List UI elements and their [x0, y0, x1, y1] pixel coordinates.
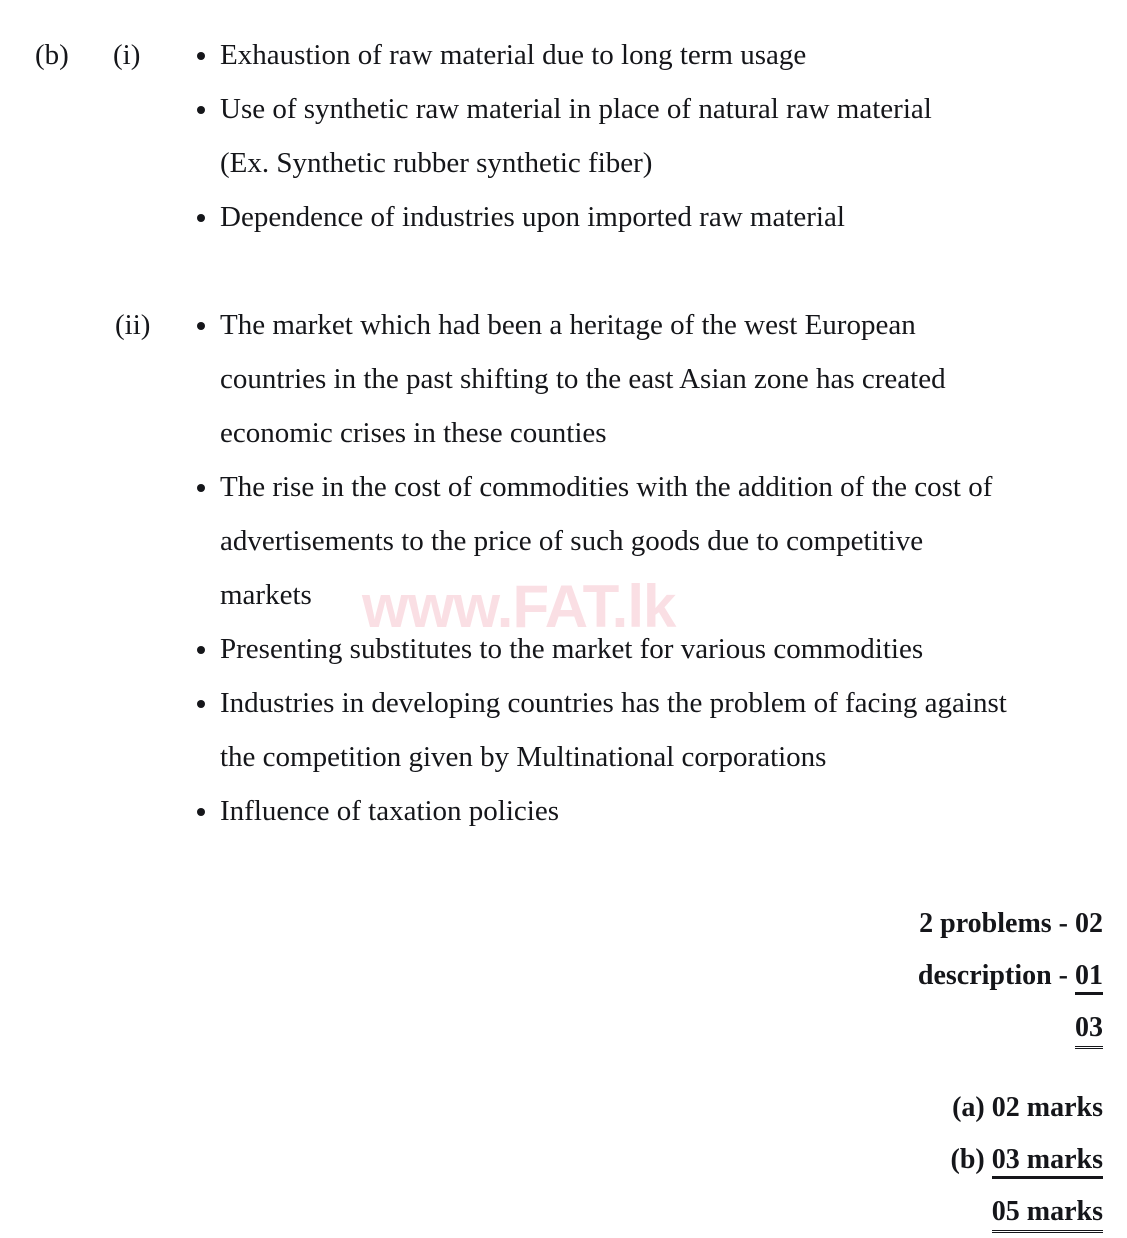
list-item [194, 28, 1069, 82]
marks-panel [683, 898, 1103, 1238]
list-item-line: Influence of taxation policies [220, 795, 560, 827]
roman-label-ii: (ii) [115, 309, 151, 341]
roman-label-i: (i) [113, 39, 141, 71]
marks-label: 2 problems - [919, 908, 1075, 939]
list-item-line-cont: countries in the past shifting to the east Asian zone has created [220, 363, 946, 395]
marks-spacer [683, 1054, 1103, 1082]
list-item [194, 190, 1069, 244]
list-item [194, 784, 1069, 838]
list-item [194, 676, 1069, 784]
marks-value: 03 [1075, 1013, 1103, 1049]
question-block-b-i [0, 28, 1069, 244]
answer-list-b-i [194, 28, 1069, 244]
marks-value: 05 marks [992, 1197, 1103, 1233]
marks-row-total-b [683, 1134, 1103, 1186]
site-watermark: www.FAT.lk [362, 573, 676, 640]
list-item-line-cont: (Ex. Synthetic rubber synthetic fiber) [220, 147, 653, 179]
list-item [194, 82, 1069, 190]
answer-list-b-ii [194, 298, 1069, 838]
list-item-line: The rise in the cost of commodities with the addition of the cost of [220, 471, 993, 503]
marks-row-total-a [683, 1082, 1103, 1134]
list-item-line-cont: the competition given by Multinational corporations [220, 741, 827, 773]
list-item-line-cont: economic crises in these counties [220, 417, 607, 449]
list-item-line-cont: markets [220, 579, 312, 611]
list-item-line: Use of synthetic raw material in place of natural raw material [220, 93, 932, 125]
marks-value: 03 marks [992, 1144, 1103, 1179]
part-label-b: (b) [35, 39, 69, 71]
marks-value: 01 [1075, 960, 1103, 995]
list-item-line: The market which had been a heritage of the west European [220, 309, 916, 341]
list-item [194, 622, 1069, 676]
marks-label: description - [917, 960, 1075, 991]
list-item-line: Dependence of industries upon imported raw material [220, 201, 845, 233]
question-block-b-ii [0, 298, 1069, 838]
marks-row-subtotal [683, 1002, 1103, 1054]
marks-value: 02 marks [991, 1092, 1103, 1123]
marks-row-grand-total [683, 1186, 1103, 1238]
marks-label: (a) [952, 1092, 992, 1123]
marks-row-description [683, 950, 1103, 1002]
marks-row-problems [683, 898, 1103, 950]
list-item-line: Exhaustion of raw material due to long term usage [220, 39, 807, 71]
list-item [194, 460, 1069, 622]
marks-value: 02 [1075, 908, 1103, 939]
list-item-line: Presenting substitutes to the market for various commodities [220, 633, 924, 665]
list-item [194, 298, 1069, 460]
list-item-line-cont: advertisements to the price of such goods due to competitive [220, 525, 924, 557]
list-item-line: Industries in developing countries has the problem of facing against [220, 687, 1007, 719]
marks-label: (b) [950, 1144, 992, 1175]
